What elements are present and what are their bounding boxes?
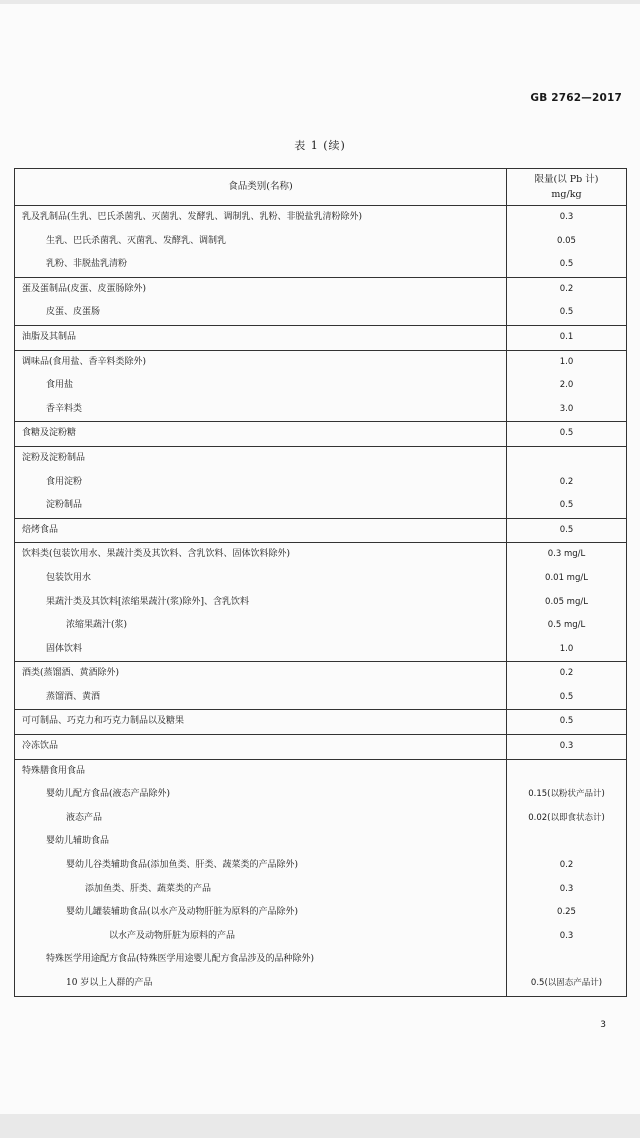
limit-value-cell: 0.15(以粉状产品计) <box>507 783 627 807</box>
limit-value-cell: 0.2 <box>507 854 627 878</box>
table-row <box>15 591 627 615</box>
limit-value-cell <box>507 446 627 470</box>
table-row <box>15 901 627 925</box>
food-category-cell: 婴幼儿谷类辅助食品(添加鱼类、肝类、蔬菜类的产品除外) <box>15 854 507 878</box>
table-title: 表 1 (续) <box>294 139 346 152</box>
limit-header-unit: mg/kg <box>551 189 582 200</box>
food-category-cell: 冷冻饮品 <box>15 735 507 760</box>
table-row <box>15 948 627 972</box>
table-row <box>15 471 627 495</box>
limit-value-cell: 1.0 <box>507 350 627 374</box>
document-page <box>0 4 640 1114</box>
food-category-cell: 婴幼儿罐装辅助食品(以水产及动物肝脏为原料的产品除外) <box>15 901 507 925</box>
table-row <box>15 830 627 854</box>
limit-value-cell: 0.5 <box>507 686 627 710</box>
food-category-cell: 可可制品、巧克力和巧克力制品以及糖果 <box>15 710 507 735</box>
limit-value-cell: 0.5 <box>507 518 627 543</box>
limit-value-cell <box>507 759 627 783</box>
table-row <box>15 686 627 710</box>
table-row <box>15 614 627 638</box>
food-category-cell: 特殊医学用途配方食品(特殊医学用途婴儿配方食品涉及的品种除外) <box>15 948 507 972</box>
limit-value-cell: 0.5 <box>507 710 627 735</box>
food-category-cell: 油脂及其制品 <box>15 325 507 350</box>
table-row <box>15 518 627 543</box>
limit-value-cell: 2.0 <box>507 374 627 398</box>
limit-value-cell: 0.3 <box>507 206 627 230</box>
standard-code: GB 2762—2017 <box>530 92 622 104</box>
page-number: 3 <box>600 1020 606 1030</box>
table-row <box>15 206 627 230</box>
table-row <box>15 925 627 949</box>
food-category-cell: 皮蛋、皮蛋肠 <box>15 301 507 325</box>
food-category-cell: 香辛料类 <box>15 398 507 422</box>
table-row <box>15 301 627 325</box>
lead-limit-table <box>14 168 627 997</box>
food-category-cell: 淀粉制品 <box>15 494 507 518</box>
food-category-cell: 添加鱼类、肝类、蔬菜类的产品 <box>15 878 507 902</box>
food-category-cell: 蛋及蛋制品(皮蛋、皮蛋肠除外) <box>15 277 507 301</box>
limit-value-cell: 0.2 <box>507 662 627 686</box>
table-row <box>15 783 627 807</box>
food-category-cell: 酒类(蒸馏酒、黄酒除外) <box>15 662 507 686</box>
limit-value-cell: 0.05 <box>507 230 627 254</box>
limit-value-cell: 0.01 mg/L <box>507 567 627 591</box>
food-category-cell: 蒸馏酒、黄酒 <box>15 686 507 710</box>
table-row <box>15 277 627 301</box>
food-category-cell: 浓缩果蔬汁(浆) <box>15 614 507 638</box>
limit-value-cell: 0.5 <box>507 494 627 518</box>
table-row <box>15 662 627 686</box>
table-row <box>15 710 627 735</box>
table-row <box>15 398 627 422</box>
food-category-cell: 生乳、巴氏杀菌乳、灭菌乳、发酵乳、调制乳 <box>15 230 507 254</box>
limit-header-line1: 限量(以 Pb 计) <box>534 173 599 185</box>
limit-value-cell: 0.5 <box>507 253 627 277</box>
limit-value-cell: 0.5(以固态产品计) <box>507 972 627 996</box>
food-category-cell: 食糖及淀粉糖 <box>15 422 507 447</box>
table-row <box>15 422 627 447</box>
limit-value-cell: 0.2 <box>507 471 627 495</box>
food-category-cell: 婴幼儿辅助食品 <box>15 830 507 854</box>
table-row <box>15 543 627 567</box>
table-row <box>15 638 627 662</box>
table-row <box>15 350 627 374</box>
limit-value-cell: 0.3 <box>507 735 627 760</box>
food-category-cell: 食用盐 <box>15 374 507 398</box>
limit-value-cell <box>507 948 627 972</box>
limit-value-cell: 0.3 mg/L <box>507 543 627 567</box>
food-category-cell: 淀粉及淀粉制品 <box>15 446 507 470</box>
food-category-cell: 特殊膳食用食品 <box>15 759 507 783</box>
table-row <box>15 230 627 254</box>
food-category-cell: 乳及乳制品(生乳、巴氏杀菌乳、灭菌乳、发酵乳、调制乳、乳粉、非脱盐乳清粉除外) <box>15 206 507 230</box>
limit-value-cell: 0.5 <box>507 422 627 447</box>
food-category-cell: 食用淀粉 <box>15 471 507 495</box>
limit-value-cell: 0.25 <box>507 901 627 925</box>
table-row <box>15 972 627 996</box>
table-row <box>15 374 627 398</box>
food-category-cell: 乳粉、非脱盐乳清粉 <box>15 253 507 277</box>
food-category-cell: 以水产及动物肝脏为原料的产品 <box>15 925 507 949</box>
food-category-cell: 调味品(食用盐、香辛料类除外) <box>15 350 507 374</box>
limit-value-cell: 1.0 <box>507 638 627 662</box>
limit-value-cell: 0.5 <box>507 301 627 325</box>
food-category-cell: 10 岁以上人群的产品 <box>15 972 507 996</box>
food-category-cell: 果蔬汁类及其饮料[浓缩果蔬汁(浆)除外]、含乳饮料 <box>15 591 507 615</box>
food-category-cell: 液态产品 <box>15 807 507 831</box>
table-row <box>15 567 627 591</box>
table-row <box>15 759 627 783</box>
table-row <box>15 878 627 902</box>
limit-value-cell: 3.0 <box>507 398 627 422</box>
limit-value-cell: 0.3 <box>507 925 627 949</box>
limit-value-cell: 0.05 mg/L <box>507 591 627 615</box>
table-row <box>15 854 627 878</box>
table-row <box>15 807 627 831</box>
table-row <box>15 325 627 350</box>
limit-value-cell: 0.3 <box>507 878 627 902</box>
table-body <box>15 206 627 997</box>
limit-value-cell <box>507 830 627 854</box>
food-category-cell: 包装饮用水 <box>15 567 507 591</box>
table-row <box>15 446 627 470</box>
limit-column-header <box>507 169 627 206</box>
limit-value-cell: 0.02(以即食状态计) <box>507 807 627 831</box>
table-row <box>15 735 627 760</box>
limit-value-cell: 0.1 <box>507 325 627 350</box>
food-category-cell: 固体饮料 <box>15 638 507 662</box>
food-category-cell: 婴幼儿配方食品(液态产品除外) <box>15 783 507 807</box>
food-category-cell: 饮料类(包装饮用水、果蔬汁类及其饮料、含乳饮料、固体饮料除外) <box>15 543 507 567</box>
table-row <box>15 253 627 277</box>
table-row <box>15 494 627 518</box>
limit-value-cell: 0.5 mg/L <box>507 614 627 638</box>
limit-value-cell: 0.2 <box>507 277 627 301</box>
category-column-header: 食品类别(名称) <box>15 169 507 206</box>
table-header-row <box>15 169 627 206</box>
food-category-cell: 焙烤食品 <box>15 518 507 543</box>
